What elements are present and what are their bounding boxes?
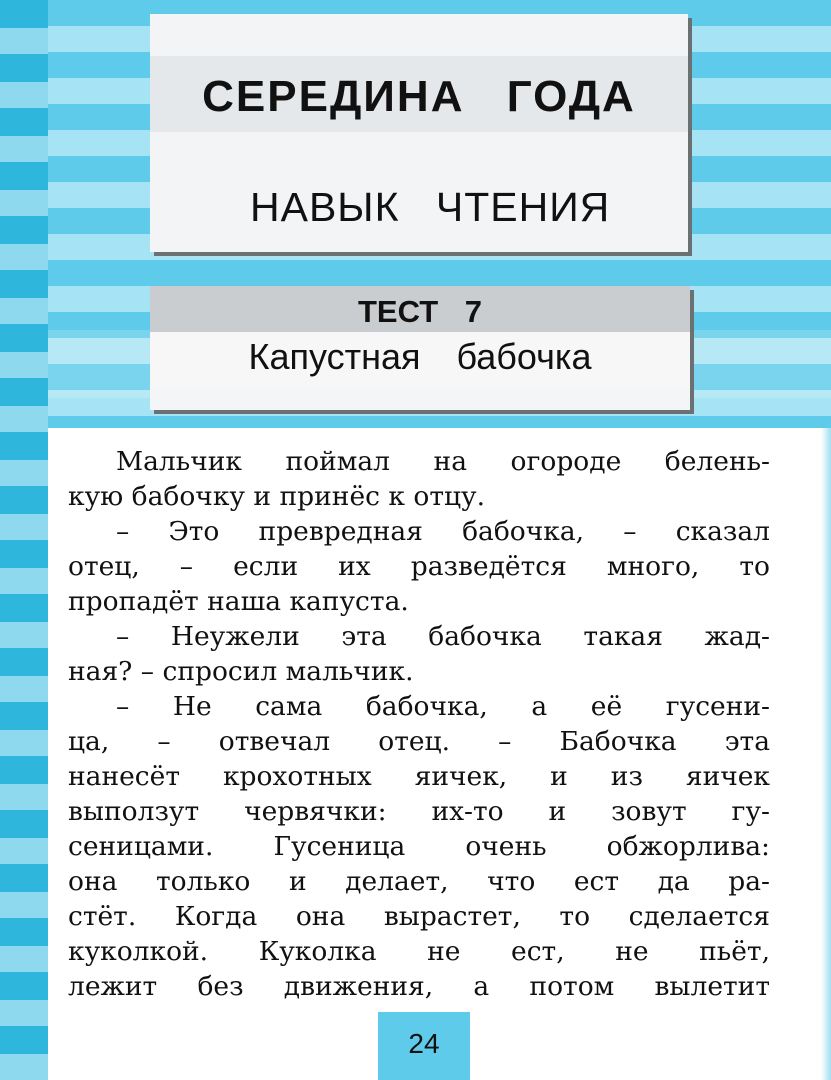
story-line: – Это превредная бабочка, – сказал (116, 516, 770, 547)
story-line: отец, – если их разведётся много, то (68, 551, 770, 582)
story-title: Капустная бабочка (248, 336, 592, 377)
right-edge-strip (821, 428, 831, 1080)
story-line: Мальчик поймал на огороде белень- (116, 446, 770, 477)
page-subtitle: НАВЫК ЧТЕНИЯ (250, 184, 611, 230)
story-text (68, 444, 770, 1004)
test-card (150, 286, 690, 410)
story-line: ца, – отвечал отец. – Бабочка эта (68, 726, 770, 757)
left-margin-strip (0, 0, 48, 1080)
page-number-box (378, 1012, 470, 1080)
story-line: – Не сама бабочка, а её гусени- (116, 691, 770, 722)
test-label: ТЕСТ 7 (357, 294, 483, 329)
story-line: ная? – спросил мальчик. (68, 656, 414, 687)
story-line: лежит без движения, а потом вылетит (68, 971, 770, 1002)
story-line: кую бабочку и принёс к отцу. (68, 481, 486, 512)
story-line: стёт. Когда она вырастет, то сделается (68, 901, 770, 932)
story-line: куколкой. Куколка не ест, не пьёт, (68, 936, 770, 967)
story-line: сеницами. Гусеница очень обжорлива: (68, 831, 770, 862)
story-line: пропадёт наша капуста. (68, 586, 409, 617)
story-line: нанесёт крохотных яичек, и из яичек (68, 761, 770, 792)
page-title: СЕРЕДИНА ГОДА (202, 72, 636, 121)
story-line: она только и делает, что ест да ра- (68, 866, 770, 897)
title-card (150, 14, 688, 252)
story-line: – Неужели эта бабочка такая жад- (116, 621, 770, 652)
page-number: 24 (408, 1028, 440, 1059)
story-line: выползут червячки: их-то и зовут гу- (68, 796, 770, 827)
